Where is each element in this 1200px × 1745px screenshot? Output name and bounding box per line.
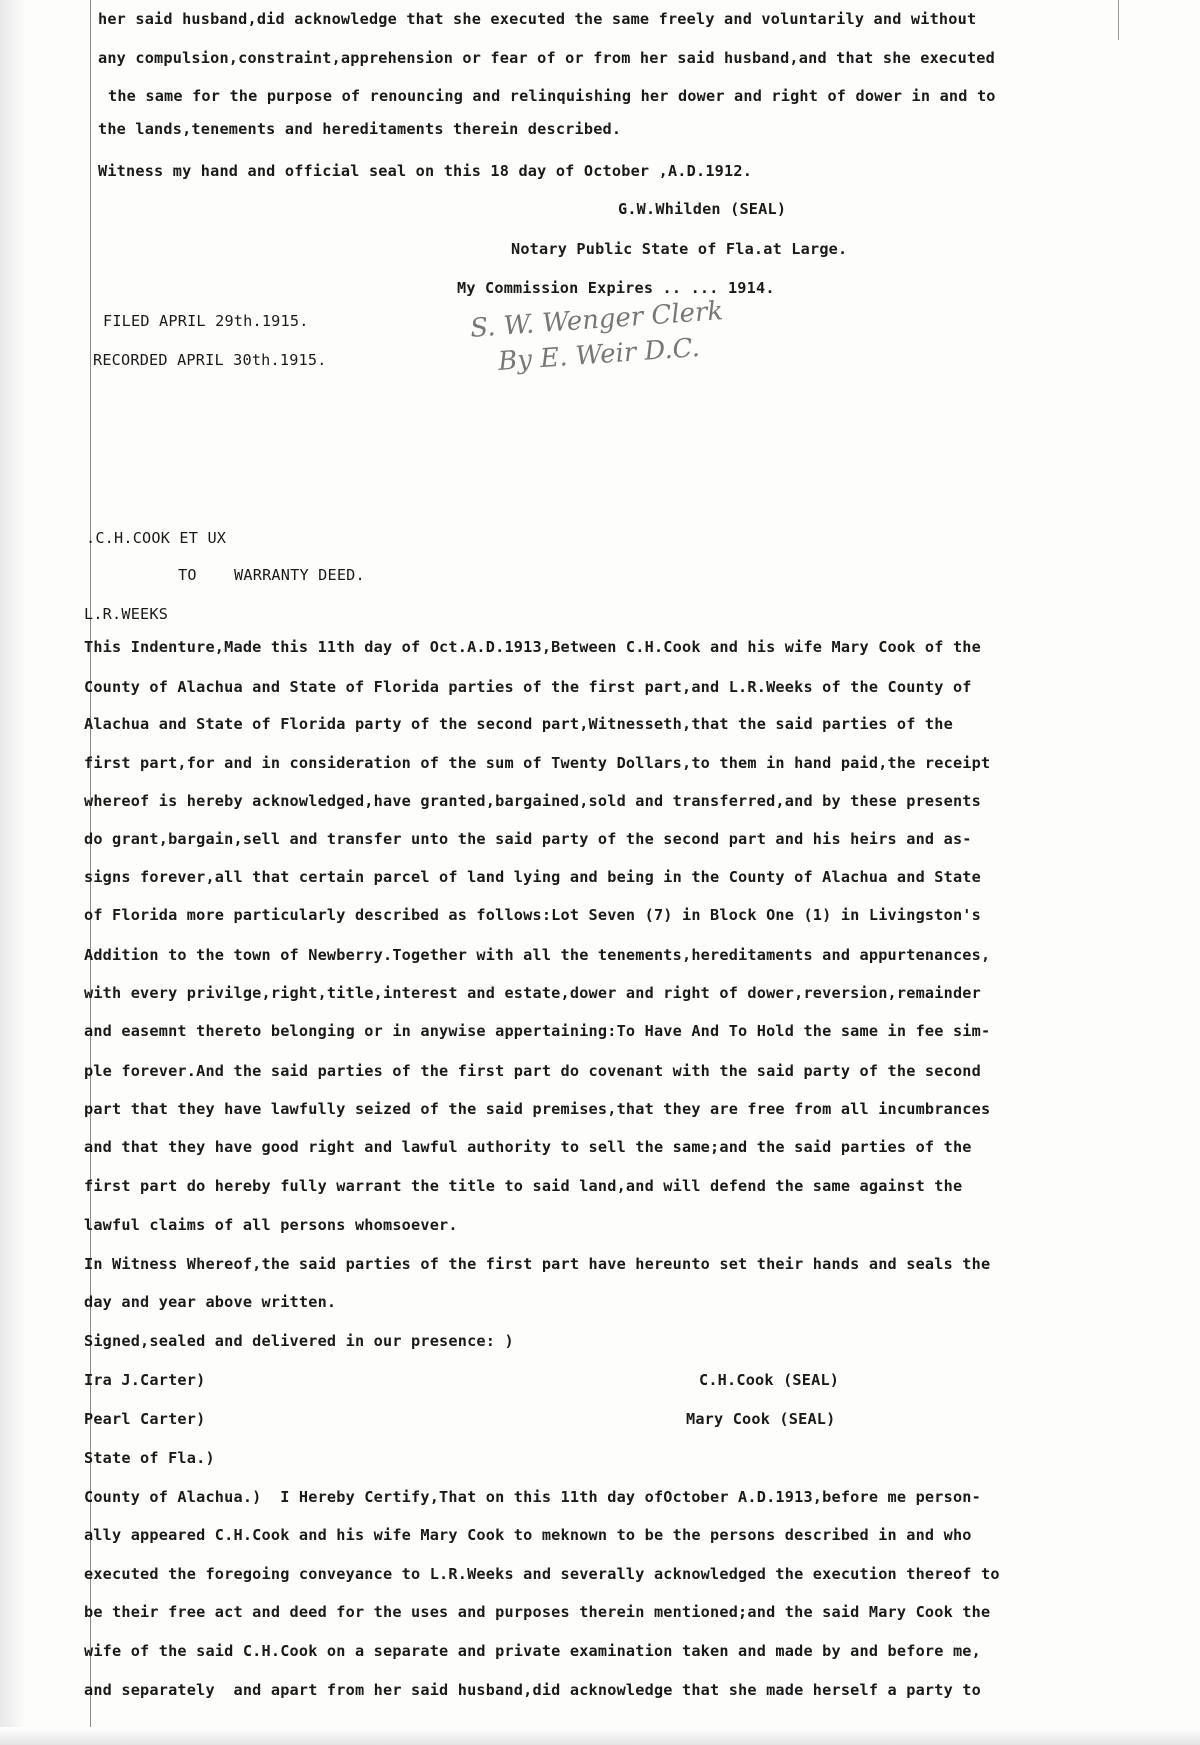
- deed-body-line: whereof is hereby acknowledged,have granted,bargained,sold and transferred,and by these presents: [84, 792, 981, 810]
- notary-title: Notary Public State of Fla.at Large.: [511, 240, 848, 258]
- deed-body-line: and easemnt thereto belonging or in anywise appertaining:To Have And To Hold the same in fee sim-: [84, 1022, 991, 1040]
- deed-grantor: .C.H.COOK ET UX: [86, 529, 227, 547]
- deed-body-line: In Witness Whereof,the said parties of the first part have hereunto set their hands and seals the: [84, 1255, 991, 1273]
- deed-grantee: L.R.WEEKS: [84, 605, 169, 623]
- filed-date: FILED APRIL 29th.1915.: [103, 312, 309, 330]
- ack-body-line: and separately and apart from her said husband,did acknowledge that she made herself a party to: [84, 1681, 981, 1699]
- right-margin-rule: [1118, 0, 1119, 40]
- clerk-signature: S. W. Wenger Clerk: [469, 296, 725, 344]
- recorded-date: RECORDED APRIL 30th.1915.: [93, 351, 327, 369]
- deed-body-line: first part,for and in consideration of the sum of Twenty Dollars,to them in hand paid,the receipt: [84, 754, 991, 772]
- deed-body-line: and that they have good right and lawful authority to sell the same;and the said parties of the: [84, 1138, 972, 1156]
- ack-line: Witness my hand and official seal on this 18 day of October ,A.D.1912.: [98, 162, 753, 180]
- signer-name: C.H.Cook (SEAL): [699, 1371, 840, 1389]
- deed-body-line: This Indenture,Made this 11th day of Oct.A.D.1913,Between C.H.Cook and his wife Mary Cook of the: [84, 638, 981, 656]
- deed-body-line: signs forever,all that certain parcel of land lying and being in the County of Alachua and State: [84, 868, 981, 886]
- deed-body-line: Alachua and State of Florida party of the second part,Witnesseth,that the said parties of the: [84, 715, 953, 733]
- deed-type: TO WARRANTY DEED.: [178, 566, 365, 584]
- ack-line: the same for the purpose of renouncing and relinquishing her dower and right of dower in and to: [108, 87, 996, 105]
- witness-name: Pearl Carter): [84, 1410, 206, 1428]
- witness-name: Ira J.Carter): [84, 1371, 206, 1389]
- deed-body-line: of Florida more particularly described as follows:Lot Seven (7) in Block One (1) in Livingston's: [84, 906, 981, 924]
- ack-body-line: ally appeared C.H.Cook and his wife Mary Cook to meknown to be the persons described in and who: [84, 1526, 972, 1544]
- ack-body-line: County of Alachua.) I Hereby Certify,That on this 11th day ofOctober A.D.1913,before me person-: [84, 1488, 981, 1506]
- ack-body-line: executed the foregoing conveyance to L.R.Weeks and severally acknowledged the execution thereof to: [84, 1565, 1000, 1583]
- deed-body-line: lawful claims of all persons whomsoever.: [84, 1216, 458, 1234]
- deed-body-line: day and year above written.: [84, 1293, 337, 1311]
- page-edge-shadow: [0, 0, 26, 1745]
- deed-body-line: part that they have lawfully seized of the said premises,that they are free from all incumbrances: [84, 1100, 991, 1118]
- ack-line: the lands,tenements and hereditaments therein described.: [98, 120, 622, 138]
- notary-name: G.W.Whilden (SEAL): [618, 200, 787, 218]
- ack-body-line: wife of the said C.H.Cook on a separate and private examination taken and made by and before me,: [84, 1642, 981, 1660]
- signer-name: Mary Cook (SEAL): [686, 1410, 836, 1428]
- deputy-clerk-signature: By E. Weir D.C.: [497, 332, 701, 378]
- deed-body-line: first part do hereby fully warrant the title to said land,and will defend the same against the: [84, 1177, 963, 1195]
- commission-expiry: My Commission Expires .. ... 1914.: [457, 279, 775, 297]
- deed-body-line: County of Alachua and State of Florida parties of the first part,and L.R.Weeks of the County of: [84, 678, 972, 696]
- deed-body-line: do grant,bargain,sell and transfer unto the said party of the second part and his heirs and as-: [84, 830, 972, 848]
- deed-body-line: Addition to the town of Newberry.Together with all the tenements,hereditaments and appurtenances,: [84, 946, 991, 964]
- deed-body-line: with every privilge,right,title,interest and estate,dower and right of dower,reversion,remainder: [84, 984, 981, 1002]
- ack-line: her said husband,did acknowledge that she executed the same freely and voluntarily and without: [98, 10, 977, 28]
- ack-line: any compulsion,constraint,apprehension or fear of or from her said husband,and that she executed: [98, 49, 995, 67]
- page-bottom-shadow: [0, 1727, 1200, 1745]
- deed-body-line: Signed,sealed and delivered in our presence: ): [84, 1332, 514, 1350]
- ack-body-line: be their free act and deed for the uses and purposes therein mentioned;and the said Mary Cook the: [84, 1603, 991, 1621]
- deed-body-line: ple forever.And the said parties of the first part do covenant with the said party of the second: [84, 1062, 981, 1080]
- ack-body-line: State of Fla.): [84, 1449, 215, 1467]
